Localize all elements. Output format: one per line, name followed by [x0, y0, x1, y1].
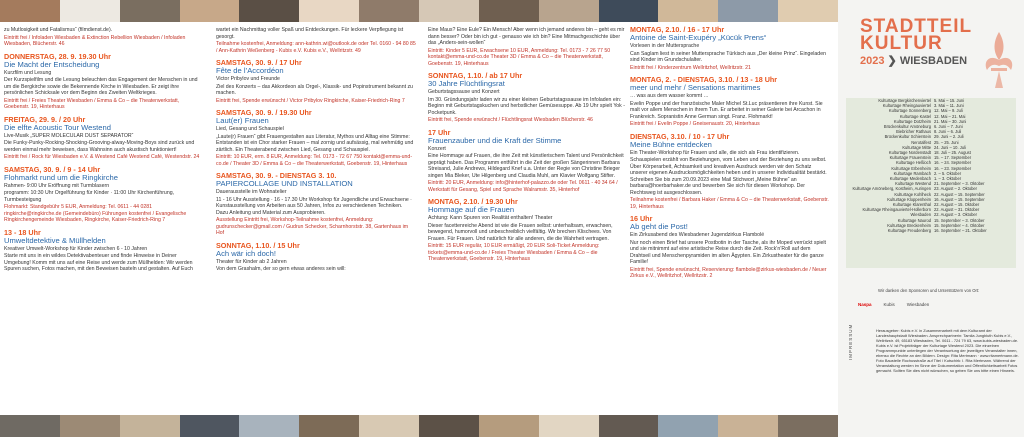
stadtteilkultur-logo: [860, 18, 972, 67]
event-info: Eintritt frei, Spende erwünscht, Reservierung: flambole@zirkus-wiesbaden.de / Neuer Zirkus e.V., Wellritzhof, Wellritzstr. 2: [630, 266, 827, 279]
photo-tile: [599, 415, 659, 437]
event-date: 16 Uhr: [630, 214, 653, 223]
event-info: Eintritt: 15 EUR regulär, 10 EUR ermäßigt, 20 EUR Soli-Ticket Anmeldung: tickets@emma-und-co.de / Freies Theater Wiesbaden / Emma & Co – die Theaterwerkstatt, Goebenstr. 19, Hinterhaus: [428, 243, 600, 262]
event-date: MONTAG, 2.10. / 16 - 17 Uhr: [630, 26, 725, 34]
venue-dates: 23. August – 2. Oktober: [934, 186, 978, 192]
venue-name: Kulturtage Amöneberg, Kostheim, Auringen: [852, 186, 931, 192]
photo-tile: [479, 415, 539, 437]
sponsor-logos: [858, 302, 929, 307]
photo-strip-bottom: [0, 415, 838, 437]
venue-name: Kulturtage Bergkirchenviertel: [878, 98, 931, 103]
venue-dates: 21. Mai – 30. Juni: [934, 118, 967, 124]
event-entry: [4, 116, 204, 161]
venue-dates: 12. Mai – 9. Juli: [934, 108, 963, 114]
photo-tile: [0, 0, 60, 22]
event-date: MONTAG, 2.10. / 19.30 Uhr: [428, 197, 518, 206]
event-title: Die Macht der Entscheidung: [4, 59, 100, 69]
event-entry: [630, 215, 830, 280]
event-info: Eintritt frei / Freies Theater Wiesbaden / Emma & Co – die Theaterwerkstatt, Goebenstr. 19, Hinterhaus: [4, 97, 180, 110]
event-description: Starte mit uns in ein wildes Detektivabenteuer und finde Hinweise in Deiner Umgebung! Komm mit uns auf eine Reise und werde zum Müllhelden: Wir werden Spuren suchen, Fotos machen, mit den Beweisen basteln und gestalten. Auf Euch: [4, 253, 193, 272]
venue-dates: 22. August – 3. Oktober: [934, 212, 978, 218]
venue-dates: 24. Juni – 10. Juli: [934, 144, 966, 150]
event-entry: [630, 76, 830, 128]
event-description: Eine Hommage auf Frauen, die ihre Zeit mit künstlerischem Talent und Persönlichkeit geprägt haben. Das Programm entführt in die Zeit der großen Sängerinnen Barbara Streisand, Julie Andrews, Hildegard Knef u.a. Unter der Regie von Christine Brieger singen Mia Bleker, Ute Hilgenberg und Claudia Muhl, am Klavier Wolfgang Stifter.: [428, 153, 624, 179]
event-title: Flohmarkt rund um die Ringkirche: [4, 172, 118, 182]
event-description: Can Saglam liest in seiner Muttersprache Türkisch aus „Der kleine Prinz“. Eingeladen sind Kinder im Grundschulalter.: [630, 50, 826, 63]
event-entry: [216, 242, 416, 273]
event-description: Im 30. Gründungsjahr laden wir zu einer kleinen Geburtstagssause im Infoladen ein: Beginn mit Geburtstagskuchen und herbstlicher Gemüsesuppe. Ab 19 Uhr spielt Yok - Pocketpunk.: [428, 96, 625, 116]
column-3: [428, 26, 628, 413]
venue-name: Kulturtage Frauenstein: [889, 155, 931, 161]
event-date: SAMSTAG, 30. 9. / 19.30 Uhr: [216, 108, 312, 117]
venue-dates: 8. Juni – 6. Juli: [934, 129, 962, 135]
venue-dates: 29. Juni – 2. Juli: [934, 134, 964, 140]
venue-dates: 16. – 24. September: [934, 160, 972, 166]
sponsor-heading: Wir danken den Sponsoren und Unterstützern von Ort:: [878, 288, 980, 293]
event-info: Eintritt frei, Spende erwünscht / Flüchtlingsrat Wiesbaden Blücherstr. 46: [428, 117, 593, 123]
venue-dates: 3. Mai – 11. Juni: [934, 103, 964, 109]
event-entry: [630, 133, 830, 211]
event-info: Flohmarkt: Standgebühr 5 EUR, Anmeldung: Tel. 0611 - 44 0281 ringkirche@ringkirche.de (Gemeindebüro) Führungen kostenfrei / Evangelische Ringkirchengemeinde Wiesbaden, Ringkirche, Kaiser-Friedrich-Ring 7: [4, 204, 187, 223]
venue-dates: 22. August – 15. Oktober: [934, 202, 980, 208]
photo-tile: [718, 0, 778, 22]
event-title: meer und mehr / Sensations maritimes: [630, 83, 761, 93]
venue-name: Kulturtage Klarenthal: [892, 202, 931, 208]
event-description: Die Funky-Punky-Rocking-Shocking-Grooving-alway-Moving-Boys sind zurück und werden einmal mehr beweisen, dass Wahnsinn auch akustisch funktioniert!: [4, 140, 195, 153]
event-date: SAMSTAG, 30. 9. / 17 Uhr: [216, 58, 302, 67]
venue-row: [846, 228, 1024, 233]
venue-dates: 22. August – 15. September: [934, 191, 985, 197]
photo-tile: [778, 0, 838, 22]
venue-dates: 16. August – 15. September: [934, 196, 985, 202]
venue-name: Kulturtage Breckenheim: [887, 222, 931, 228]
column-4: [630, 26, 830, 413]
impressum-label: IMPRESSUM: [848, 323, 853, 360]
photo-tile: [718, 415, 778, 437]
photo-tile: [180, 415, 240, 437]
event-info: Eintritt frei / Infoladen Wiesbaden & Extinction Rebellion Wiesbaden / Infoladen Wiesbaden, Blücherstr. 46: [4, 34, 186, 47]
venue-dates: 21. September – 3. Oktober: [934, 181, 985, 187]
photo-tile: [778, 415, 838, 437]
event-info: Eintritt frei, Spende erwünscht / Victor Pribylov Ringkirche, Kaiser-Friedrich-Ring 7: [216, 97, 405, 104]
event-entry: [216, 172, 416, 237]
venue-name: Kulturtage Medenbach: [889, 176, 931, 182]
event-title: Laut(er) Frauen: [216, 116, 269, 126]
event-description: programm: 10:30 Uhr Orgelführung für Kinder · 11:00 Uhr Kirchenführung, Turmbesteigung: [4, 190, 175, 203]
event-title: 30 Jahre Flüchtlingsrat: [428, 79, 505, 89]
photo-tile: [599, 0, 659, 22]
event-entry: [428, 198, 628, 263]
event-subtitle: Theater für Kinder ab 2 Jahren: [216, 258, 287, 265]
event-info: Eintritt frei / Evelin Poppe / Gneisenaustr. 20, Hinterhaus: [630, 121, 760, 127]
event-title: Frauenzauber und die Kraft der Stimme: [428, 135, 562, 145]
venue-dates: 15. September – 3. Oktober: [934, 217, 985, 223]
logo-line-1: STADTTEIL: [860, 16, 973, 37]
event-description: zu Mutlosigkeit und Fatalismus“ (filmdienst.de).: [4, 27, 113, 33]
event-date: DIENSTAG, 3.10. / 10 - 17 Uhr: [630, 131, 730, 141]
event-date: SAMSTAG, 30. 9. / 9 - 14 Uhr: [4, 164, 101, 174]
photo-tile: [359, 0, 419, 22]
venue-name: Brückenkultur Schierstein: [884, 134, 931, 140]
wiesbaden-logo: Wiesbaden: [906, 302, 930, 307]
photo-tile: [419, 415, 479, 437]
venue-dates: 15. – 17. September: [934, 155, 972, 161]
venue-name: Kulturtage Rheingauviertel: [882, 103, 931, 109]
column-1: [4, 26, 204, 413]
photo-tile: [60, 415, 120, 437]
venue-name: Kulturtage Kloppenheim: [887, 196, 931, 202]
event-subtitle: Kreativer Umwelt-Workshop für Kinder zwischen 6 - 10 Jahren: [4, 245, 148, 252]
venue-name: Kulturtage Rheingauviertel-Hollerborn: [862, 207, 931, 213]
event-subtitle: Achtung: Kann Spuren von Realität enthalten! Theater: [428, 215, 553, 221]
venue-dates: 18. Juli – 25. August: [934, 150, 971, 156]
venue-name: Kulturtage Mitte: [902, 144, 931, 150]
event-info: Eintritt frei / Kinderzentrum Wellritzhof, Wellritzstr. 21: [630, 64, 751, 71]
event-title: Ab geht die Post!: [630, 222, 688, 232]
event-entry: [216, 109, 416, 167]
venue-name: Kulturtage Kastel: [899, 113, 931, 119]
event-title: Meine Bühne entdecken: [630, 139, 712, 149]
venue-dates: 2. – 5. Oktober: [934, 170, 962, 176]
event-title: Fête de l’Accordéon: [216, 66, 284, 76]
event-date: 17 Uhr: [428, 127, 451, 137]
photo-tile: [239, 415, 299, 437]
photo-strip-top: [0, 0, 838, 22]
event-info: Ausstellung Eintritt frei, Workshop-Teilnahme kostenfrei, Anmeldung: gudrunschecker@gmail.com / Gudrun Schecker, Scharnhorststr. 38, Gartenhaus im Hof: [216, 217, 409, 236]
photo-tile: [239, 0, 299, 22]
event-title: Umweltdetektive & Müllhelden: [4, 235, 106, 245]
venue-name: Wiesbaden: [910, 212, 931, 218]
venue-name: Kulturtage Freudenberg: [887, 228, 931, 234]
event-subtitle: Lied, Gesang und Schauspiel: [216, 126, 284, 132]
event-subtitle: Live-Musik „SUPER MOLECULAR DUST SEPARATOR“: [4, 132, 134, 139]
event-date: DONNERSTAG, 28. 9. 19.30 Uhr: [4, 51, 111, 61]
venue-dates: 5. Mai – 15. Juni: [934, 98, 965, 103]
event-info: Eintritt: Kinder 5 EUR, Erwachsene 10 EUR, Anmeldung: Tel. 0173 - 7 26 77 50 kontakt@emma-und-co.de Theater 3D / Emma & Co – die Theaterwerkstatt, Goebenstr. 19, Hinterhaus: [428, 47, 611, 67]
event-info: Eintritt: 10 EUR, erm. 8 EUR, Anmeldung: Tel. 0173 - 72 67 750 kontakt@emma-und-co.de / Theater 3D / Emma & Co – die Theaterwerkstatt, Goebenstr. 19, Hinterhaus: [216, 154, 413, 167]
event-subtitle: Ein Theater-Workshop für Frauen und alle, die sich als Frau identifizieren.: [630, 149, 800, 156]
event-entry: [4, 229, 204, 273]
event-description: Nur noch einen Brief hat unsere Postbotin in der Tasche, als ihr Moped verrückt spielt und sie mitnimmt auf eine artistische Reise durch die Zeit. Rock’n’Roll auf dem Drahtseil und Menschenpyramiden im alten Ägypten. Ein Zirkustheater für die ganze Familie!: [630, 239, 826, 265]
logo-year: 2023: [860, 55, 885, 67]
venue-dates: 1. – 3. Oktober: [934, 176, 962, 182]
event-entry: [4, 53, 204, 111]
event-date: MONTAG, 2. - DIENSTAG, 3.10. / 13 - 18 Uhr: [630, 75, 778, 84]
venue-name: Kulturtage Sonnenberg: [888, 108, 931, 114]
event-title: Antoine de Saint-Exupéry „Kücük Prens“: [630, 33, 767, 43]
venue-dates: 25. – 25. Juni: [934, 139, 959, 145]
venue-list: [846, 98, 1024, 233]
event-subtitle: Kurzfilm und Lesung: [4, 69, 52, 76]
event-description: Ziel des Konzerts – das Akkordeon als Orgel-, Klassik- und Popinstrument bekannt zu machen.: [216, 83, 413, 96]
event-description: wartet ein Nachmittag voller Spaß und Entdeckungen. Für leckere Verpflegung ist gesorgt.: [216, 27, 404, 40]
venue-name: Kulturtage Erbenheim: [891, 165, 931, 171]
photo-tile: [658, 415, 718, 437]
venue-name: Nerotalfest: [911, 139, 931, 145]
venue-name: Kulturtage Nordenstadt: [888, 150, 931, 156]
event-description: Dieser facettenreiche Abend ist wie die Frauen selbst: unterhaltsam, erwachsen, bewegend, humorvoll und unbeschreiblich vielfältig. Wir brechen Klischees. Von Frauen. Für Frauen. Und natürlich für alle anderen, die die Wahrheit vertragen.: [428, 222, 613, 242]
event-info: Teilnahme kostenfrei, Anmeldung: ann-kathrin.wi@outlook.de oder Tel. 0160 - 94 80 85 / Ann-Kathrin Weßenberg - Kubis e.V. Kubis e.V., Wellritzstr. 49: [216, 41, 416, 54]
venue-name: Biebricher Rathaus: [896, 129, 931, 135]
venue-dates: 16. – 23. September: [934, 165, 972, 171]
venue-name: Brückenkultur Amöneburg: [883, 124, 931, 130]
event-date: FREITAG, 29. 9. / 20 Uhr: [4, 114, 86, 124]
photo-tile: [299, 0, 359, 22]
photo-tile: [419, 0, 479, 22]
event-info: Teilnahme kostenfrei / Barbara Haker / Emma & Co – die Theaterwerkstatt, Goebenstr. 19, Hinterhaus: [630, 197, 829, 210]
column-2: [216, 26, 416, 413]
photo-tile: [299, 415, 359, 437]
fleur-de-lis-icon: [983, 30, 1015, 90]
venue-name: Kulturtage Heßloch: [895, 160, 931, 166]
photo-tile: [539, 0, 599, 22]
venue-name: Kulturtage Naurod: [897, 217, 931, 223]
event-subtitle: Victor Pribylov und Freunde: [216, 76, 280, 82]
event-title: Hommage auf die Frauen: [428, 205, 515, 215]
venue-name: Kulturtage Dotzheim: [893, 118, 931, 124]
event-description: Von dem Grashalm, der so gern etwas anderes sein will:: [216, 266, 346, 272]
event-entry: [428, 129, 628, 194]
photo-tile: [539, 415, 599, 437]
event-subtitle: Ein Zirkusabend des Wiesbadener Jugendzirkus Flambolé: [630, 232, 765, 238]
event-description: Schauspielen erzählt von Beziehungen, vom Leben und der Beziehung zu uns selbst. Über Körperarbeit, Achtsamkeit und kreativen Ausdruck werden wir den Schatz unserer eigenen Ausdrucksmöglichkeiten heben und in unserer Individualität bestärkt. Schreiben Sie bis zum 20.09.2023 eine Mail Stichwort „Meine Bühne“ an barbara@hoerbarhaker.de und bewerben Sie sich für diesen Workshop. Der Rechtsweg ist ausgeschlossen.: [630, 157, 827, 196]
event-info: Eintritt frei / Rock für Wiesbaden e.V. & Westend Café Westend Café, Westendstr. 24: [4, 154, 200, 160]
event-title: PAPIERCOLLAGE UND INSTALLATION: [216, 179, 353, 189]
event-info: Eintritt: 20 EUR, Anmeldung: info@hinterhof-palazzo.de oder Tel. 0611 - 40 34 64 / Werkstatt für Gesang, Spiel und Sprache Walramstr. 35, Hinterhof: [428, 180, 618, 193]
event-subtitle: … was aus dem wasser kommt …: [630, 93, 709, 99]
event-date: SAMSTAG, 30. 9. - DIENSTAG 3. 10.: [216, 171, 337, 180]
impressum-text: Herausgeber: Kubis e.V. in Zusammenarbeit mit dem Kulturamt der Landeshauptstadt Wiesbaden. Ansprechpartnerin: Tamila Jungbluth Kubis e.V., Wellritzstr. 49, 65183 Wiesbaden, Tel. 0611 - 724 79 63, www.kubis-wiesbaden.de. Kubis e.V. ist Projektträger der Kulturtage Westend 2023. Die einzelnen Programmpunkte unterliegen der Verantwortung der jeweiligen Veranstalter innen, ebenso die Rechte an den Bildern. Design: Rita Mertmann · www.ritamertmann.de. Foto Baustelle Rochusstraße auf Titel / Kutschirk: I. Rita Mertmann. Während der Veranstaltung werden im Sinne der Dokumentation und Öffentlichkeitsarbeit Fotos gemacht. Sollten Sie dies nicht wünschen, so geben Sie uns bitte einen Hinweis.: [876, 328, 1019, 373]
venue-dates: 16. September – 21. Oktober: [934, 228, 987, 234]
venue-name: Kulturtage Kohlheck: [894, 191, 931, 197]
event-entry: [4, 27, 204, 48]
naspa-logo: Naspa: [858, 302, 872, 307]
event-entry: [216, 27, 416, 54]
event-subtitle: Geburtstagssause und Konzert: [428, 89, 500, 95]
event-description: „Laute(r) Frauen“ gibt Frauengestalten aus Literatur, Mythos und Alltag eine Stimme: Entstanden ist ein Chor starker Frauen – mal zornig und aufsässig, mal wehmütig und zärtlich. Ein Theaterabend zwischen Lied, Gesang und Schauspiel.: [216, 133, 414, 153]
event-entry: [4, 166, 204, 224]
event-date: 13 - 18 Uhr: [4, 227, 41, 237]
event-entry: [216, 59, 416, 104]
venue-dates: 15. September – 4. Oktober: [934, 222, 985, 228]
venue-dates: 6. Juni – 7. Juni: [934, 124, 963, 130]
photo-tile: [120, 0, 180, 22]
event-subtitle: Rahmen- 9:00 Uhr Eröffnung mit Turmblasern: [4, 182, 110, 189]
photo-tile: [180, 0, 240, 22]
logo-city: WIESBADEN: [899, 55, 968, 67]
event-title: Ach wär ich doch!: [216, 248, 276, 258]
photo-tile: [658, 0, 718, 22]
event-entry: [630, 26, 830, 71]
event-description: 11 - 16 Uhr Ausstellung · 16 - 17.30 Uhr Workshop für Jugendliche und Erwachsene · Kunstausstellung von Arbeiten aus 50 Jahren, Infos zu verschiedenen Techniken. Dazu Anleitung und Material zum Ausprobieren.: [216, 196, 412, 216]
photo-tile: [120, 415, 180, 437]
photo-tile: [359, 415, 419, 437]
photo-tile: [479, 0, 539, 22]
venue-dates: 12. Mai – 21. Mai: [934, 113, 966, 119]
event-date: SONNTAG, 1.10. / 15 Uhr: [216, 240, 300, 250]
event-subtitle: Vorlesen in der Muttersprache: [630, 43, 700, 49]
logo-year-city: 2023 ❯ WIESBADEN: [860, 55, 968, 67]
event-description: Eine Maus? Eine Eule? Ein Mensch! Aber wenn ich jemand anderes bin – geht es mir dann besser? Oder bin ich gut - genauso wie ich bin? Eine Mitmachgeschichte über das „Anders-sein-wollen“: [428, 27, 625, 46]
photo-tile: [60, 0, 120, 22]
kubis-logo: Kubis: [883, 302, 895, 307]
sidebar: [838, 0, 1024, 437]
event-description: Der Kurzspielfilm und die Lesung beleuchten das Engagement der Menschen in und um die Bergkirche sowie die Bekennende Kirche in Wiesbaden. Er zeigt ihre persönlichen Schicksale vor dem Beginn des Zweiten Weltkrieges.: [4, 77, 198, 96]
event-description: Evelin Poppe und der französische Maler Michel St.Luc präsentieren ihre Kunst. Sie malt vor allem Menschen in ihrem Tun. Er arbeitet in seiner Galerie bei Arcachon in Frankreich. Sopranistin Anne German singt. Franz. Flohmarkt!: [630, 100, 823, 120]
event-date: SONNTAG, 1.10. / ab 17 Uhr: [428, 71, 523, 80]
venue-name: Kulturtage Westend: [895, 181, 931, 187]
photo-tile: [0, 415, 60, 437]
venue-name: Kulturtage Rambach: [893, 170, 931, 176]
event-entry: [428, 27, 628, 67]
event-subtitle: Konzert: [428, 145, 446, 152]
event-title: Die elfte Acoustic Tour Westend: [4, 122, 111, 132]
event-subtitle: Dauerausstelle im Wohnatelier: [216, 189, 287, 195]
venue-dates: 22. August – 31. Oktober: [934, 207, 980, 213]
logo-line-2: KULTUR: [860, 33, 943, 54]
event-entry: [428, 72, 628, 124]
